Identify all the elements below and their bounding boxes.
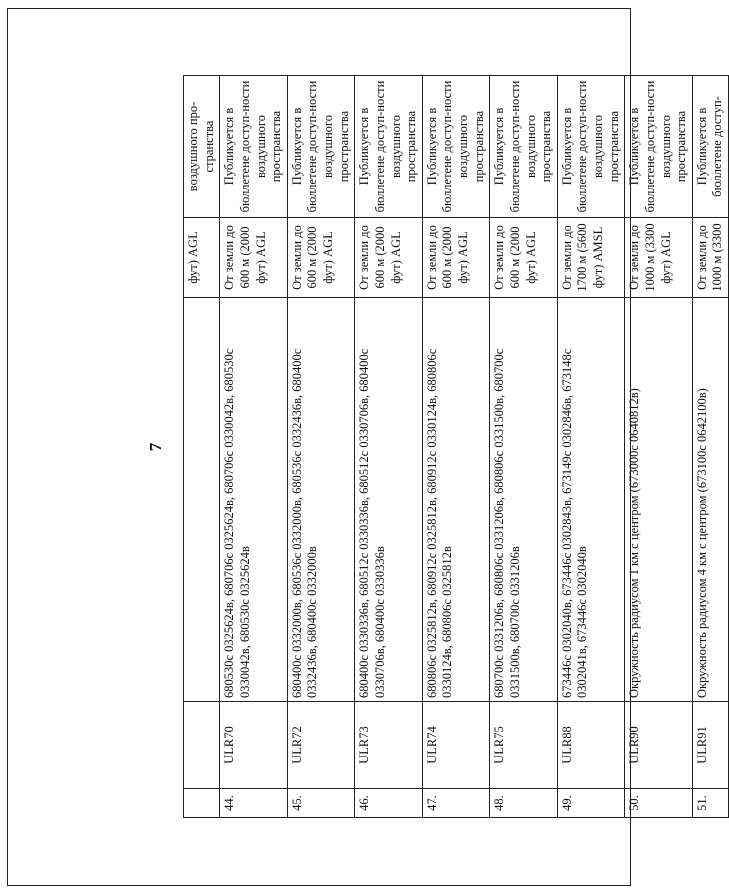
page-number: 7 xyxy=(146,442,165,452)
cell-publication: Публикуется в бюллетене доступ-ности воздушного пространства xyxy=(220,76,288,218)
cell-coords: 680400с 0332000в, 680536с 0332000в, 680536с 0332436в, 680400с 0332436в, 680400с 0332000в xyxy=(287,298,355,702)
cell-publication: Публикуется в бюллетене доступ-ности воздушного пространства xyxy=(625,76,693,218)
table-row xyxy=(220,76,288,818)
cell-coords: 680400с 0330336в, 680512с 0330336в, 680512с 0330706в, 680400с 0330706в, 680400с 0330336в xyxy=(355,298,423,702)
cell-coords xyxy=(184,298,220,702)
cell-num: 49. xyxy=(557,789,625,818)
cell-code: ULR73 xyxy=(355,702,423,789)
cell-num: 46. xyxy=(355,789,423,818)
table-row xyxy=(355,76,423,818)
cell-altitude: От земли до 600 м (2000 фут) AGL xyxy=(220,218,288,298)
cell-altitude: От земли до 1000 м (3300 xyxy=(692,218,728,298)
cell-code: ULR74 xyxy=(422,702,490,789)
cell-num: 48. xyxy=(490,789,558,818)
cell-altitude: От земли до 600 м (2000 фут) AGL xyxy=(287,218,355,298)
cell-num: 44. xyxy=(220,789,288,818)
cell-publication: Публикуется в бюллетене доступ-ности воздушного пространства xyxy=(355,76,423,218)
table-row xyxy=(422,76,490,818)
rotated-page xyxy=(117,76,725,818)
table-body xyxy=(184,76,729,818)
cell-code: ULR70 xyxy=(220,702,288,789)
cell-code: ULR90 xyxy=(625,702,693,789)
cell-altitude: От земли до 600 м (2000 фут) AGL xyxy=(355,218,423,298)
cell-coords: 680806с 0325812в, 680912с 0325812в, 680912с 0330124в, 680806с 0330124в, 680806с 0325812в xyxy=(422,298,490,702)
cell-altitude: От земли до 1700 м (5600 фут) AMSL xyxy=(557,218,625,298)
cell-coords: Окружность радиусом 1 км с центром (673000с 0640812в) xyxy=(625,298,693,702)
cell-num: 50. xyxy=(625,789,693,818)
cell-num: 51. xyxy=(692,789,728,818)
cell-num xyxy=(184,789,220,818)
cell-num: 47. xyxy=(422,789,490,818)
cell-num: 45. xyxy=(287,789,355,818)
cell-publication: Публикуется в бюллетене доступ- xyxy=(692,76,728,218)
table-row xyxy=(692,76,728,818)
table-row xyxy=(557,76,625,818)
cell-coords: 680700с 0331206в, 680806с 0331206в, 680806с 0331500в, 680700с 0331500в, 680700с 0331206в xyxy=(490,298,558,702)
cell-coords: Окружность радиусом 4 км с центром (673100с 0642100в) xyxy=(692,298,728,702)
cell-publication: Публикуется в бюллетене доступ-ности воздушного пространства xyxy=(557,76,625,218)
cell-code xyxy=(184,702,220,789)
cell-altitude: От земли до 600 м (2000 фут) AGL xyxy=(422,218,490,298)
cell-publication: Публикуется в бюллетене доступ-ности воздушного пространства xyxy=(490,76,558,218)
airspace-table xyxy=(183,75,729,818)
cell-coords: 673446с 0302040в, 673446с 0302843в, 673149с 0302846в, 673148с 0302041в, 673446с 0302040в xyxy=(557,298,625,702)
cell-publication: воздушного про-странства xyxy=(184,76,220,218)
cell-code: ULR88 xyxy=(557,702,625,789)
cell-altitude: фут) AGL xyxy=(184,218,220,298)
table-row xyxy=(625,76,693,818)
table-row xyxy=(287,76,355,818)
table-row xyxy=(490,76,558,818)
cell-altitude: От земли до 1000 м (3300 фут) AGL xyxy=(625,218,693,298)
cell-altitude: От земли до 600 м (2000 фут) AGL xyxy=(490,218,558,298)
continuation-row xyxy=(184,76,220,818)
cell-code: ULR72 xyxy=(287,702,355,789)
cell-code: ULR75 xyxy=(490,702,558,789)
cell-publication: Публикуется в бюллетене доступ-ности воздушного пространства xyxy=(422,76,490,218)
cell-coords: 680530с 0325624в, 680706с 0325624в, 680706с 0330042в, 680530с 0330042в, 680530с 0325624в xyxy=(220,298,288,702)
cell-publication: Публикуется в бюллетене доступ-ности воздушного пространства xyxy=(287,76,355,218)
cell-code: ULR91 xyxy=(692,702,728,789)
